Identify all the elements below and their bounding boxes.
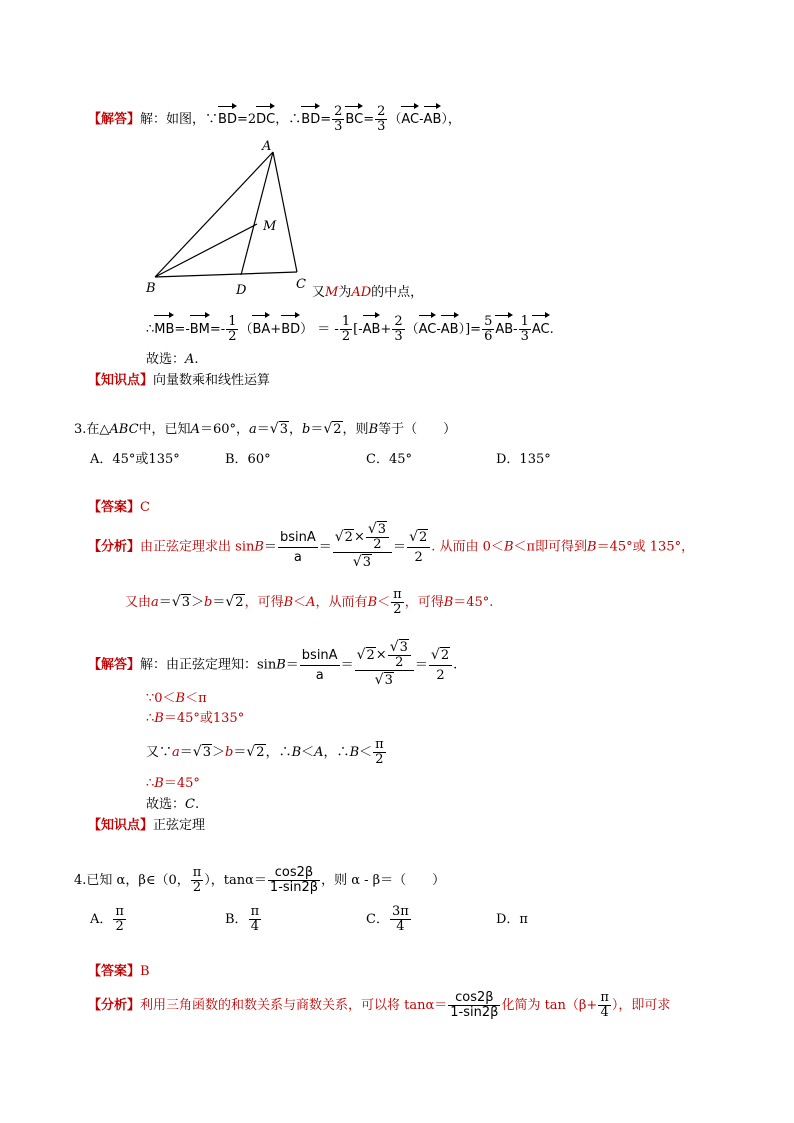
vector-bc: BC — [345, 104, 363, 130]
vector-dc: DC — [256, 104, 275, 130]
label-a: A — [262, 139, 272, 154]
label-m: M — [263, 219, 277, 234]
side-ab — [155, 152, 273, 277]
median-ad — [241, 152, 273, 275]
solution-tag: 【解答】 — [88, 112, 141, 127]
q3-solution-line1: 【解答】解：由正弦定理知：sinB＝ $\frac{bsinA}{a}$ ＝ √2× $\frac{√3}{2}$ √3 ＝ $\frac{√2}{2}$ . — [88, 639, 458, 688]
q4-answer: 【答案】B — [88, 964, 150, 979]
q4-option-d[interactable]: D．π — [496, 912, 528, 927]
q3-option-a[interactable]: A．45°或135° — [90, 452, 180, 467]
label-d: D — [236, 283, 247, 298]
midpoint-line: 又M为AD的中点， — [312, 285, 424, 300]
segment-bm — [155, 224, 257, 277]
q4-analysis: 【分析】利用三角函数的和数关系与商数关系，可以将 tanα＝ $\frac{\cos 2\beta}{1-\sin 2\beta}$ 化简为 tan（β+ $\frac{\pi}{4}$ ），即可求 — [88, 990, 671, 1020]
q3-answer: 【答案】C — [88, 500, 150, 515]
q3-analysis-line1: 【分析】由正弦定理求出 sinB＝ $\frac{bsinA}{a}$ ＝ √2× $\frac{√3}{2}$ √3 ＝ $\frac{√2}{2}$ . 从而由 0＜B＜π即可得到B＝45°或 135°， — [88, 521, 695, 570]
label-b: B — [146, 281, 156, 296]
q4-option-a[interactable]: A． $\frac{\pi}{2}$ — [90, 904, 124, 934]
vector-bd: BD — [218, 104, 237, 130]
q3-solution-step2: ∴B＝45°或135° — [146, 711, 245, 726]
q2-choose: 故选：A. — [146, 352, 199, 367]
triangle-figure — [140, 138, 315, 300]
fraction-2-3: $\frac{2}{3}$ — [334, 104, 343, 134]
q2-knowledge-point: 【知识点】向量数乘和线性运算 — [88, 373, 271, 388]
q3-option-c[interactable]: C．45° — [366, 452, 412, 467]
q3-choose: 故选：C. — [146, 797, 200, 812]
q2-solution-line: 【解答】解：如图，∵BD=2DC，∴BD= $\frac{2}{3}$ BC= $\frac{2}{3}$ （AC-AB）， — [88, 104, 461, 134]
side-ac — [273, 152, 297, 272]
q4-option-b[interactable]: B． $\frac{\pi}{4}$ — [225, 904, 260, 934]
q2-mb-derivation: ∴MB=-BM=- $\frac{1}{2}$ （BA+BD） ＝ - $\frac{1}{2}$ [-AB+ $\frac{2}{3}$ （AC-AB）]= $\frac{5}{6}$ AB- $\frac{1}{3}$ AC. — [146, 314, 554, 344]
q3-solution-step4: ∴B＝45° — [146, 776, 200, 791]
q3-stem: 3.在△ABC中，已知A＝60°，a＝√3，b＝√2，则B等于（ ） — [74, 421, 457, 437]
q3-solution-step1: ∵0＜B＜π — [146, 691, 207, 706]
q4-stem: 4.已知 α，β∈（0， $\frac{\pi}{2}$ ），tanα＝ $\frac{\cos 2\beta}{1-\sin 2\beta}$ ，则 α - β＝（ ） — [74, 865, 446, 895]
q3-solution-step3: 又∵a＝√3＞b＝√2，∴B＜A，∴B＜ $\frac{\pi}{2}$ — [146, 737, 384, 767]
side-bc — [155, 272, 297, 277]
q3-analysis-line2: 又由a＝√3＞b＝√2，可得B＜A，从而有B＜ $\frac{\pi}{2}$ ，可得B＝45°. — [125, 587, 494, 617]
q4-option-c[interactable]: C． $\frac{3\pi}{4}$ — [366, 904, 409, 934]
label-c: C — [296, 277, 306, 292]
q3-option-d[interactable]: D．135° — [496, 452, 551, 467]
q3-knowledge-point: 【知识点】正弦定理 — [88, 818, 206, 833]
q3-option-b[interactable]: B．60° — [225, 452, 271, 467]
